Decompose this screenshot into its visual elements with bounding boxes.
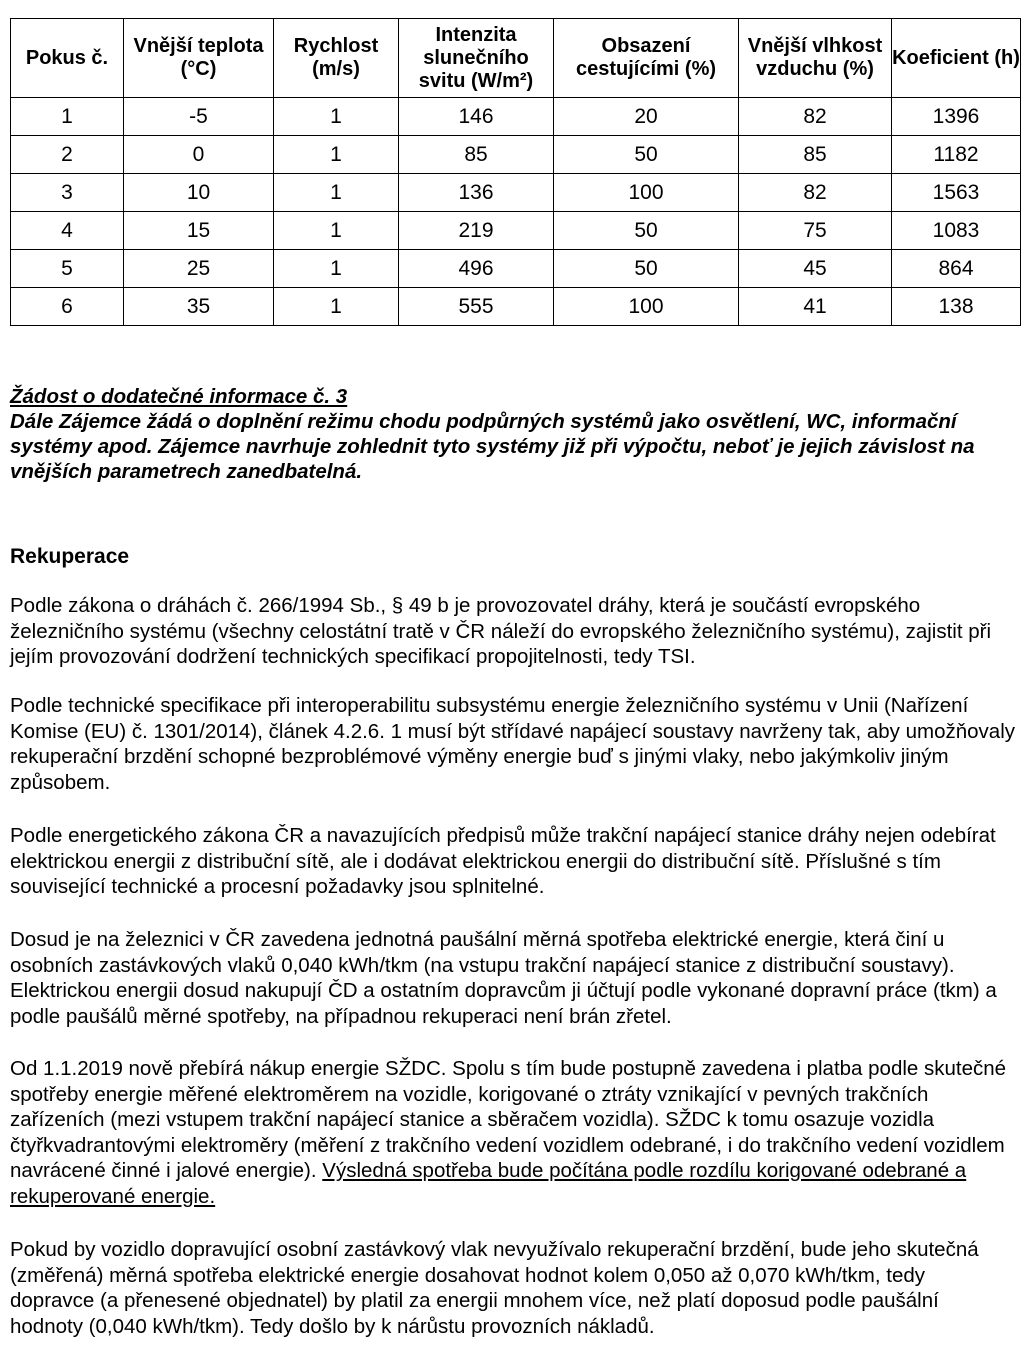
experiment-table <box>10 18 1021 326</box>
request-title: Žádost o dodatečné informace č. 3 <box>10 385 348 408</box>
table-cell: 100 <box>554 174 739 212</box>
header-vlhkost: Vnější vlhkost vzduchu (%) <box>739 19 892 98</box>
paragraph-5 <box>10 1056 1015 1209</box>
header-rychlost: Rychlost (m/s) <box>274 19 399 98</box>
table-header-row <box>11 19 1021 98</box>
table-cell: 1182 <box>892 136 1021 174</box>
table-cell: 75 <box>739 212 892 250</box>
request-block <box>10 384 1010 484</box>
table-cell: 3 <box>11 174 124 212</box>
table-cell: 1396 <box>892 98 1021 136</box>
table-cell: 50 <box>554 250 739 288</box>
paragraph-6: Pokud by vozidlo dopravující osobní zastávkový vlak nevyužívalo rekuperační brzdění, bude jeho skutečná (změřená) měrná spotřeba elektrické energie dosahovat hodnot kolem 0,050 až 0,070 kWh/tkm, tedy dopravce (a přenesené objednatel) by platil za energii mnohem více, než platí doposud podle paušální hodnoty (0,040 kWh/tkm). Tedy došlo by k nárůstu provozních nákladů. <box>10 1238 979 1338</box>
table-cell: 219 <box>399 212 554 250</box>
table-cell: 2 <box>11 136 124 174</box>
paragraph-5-underlined: Výsledná spotřeba bude počítána podle rozdílu korigované odebrané a rekuperované energie. <box>10 1159 967 1208</box>
table-cell: 85 <box>399 136 554 174</box>
table-cell: 50 <box>554 136 739 174</box>
table-cell: 82 <box>739 174 892 212</box>
table-cell: 136 <box>399 174 554 212</box>
table-row <box>11 98 1021 136</box>
table-cell: 496 <box>399 250 554 288</box>
table-cell: 100 <box>554 288 739 326</box>
header-obsazeni: Obsazení cestujícími (%) <box>554 19 739 98</box>
table-row <box>11 212 1021 250</box>
table-cell: 25 <box>124 250 274 288</box>
table-cell: 82 <box>739 98 892 136</box>
paragraph-4: Dosud je na železnici v ČR zavedena jednotná paušální měrná spotřeba elektrické energie, která činí u osobních zastávkových vlaků 0,040 kWh/tkm (na vstupu trakční napájecí stanice z distribuční soustavy). Elektrickou energii dosud nakupují ČD a ostatním dopravcům ji účtují podle vykonané dopravní práce (tkm) a podle paušálů měrné spotřeby, na případnou rekuperaci není brán zřetel. <box>10 928 997 1028</box>
table-cell: -5 <box>124 98 274 136</box>
table-cell: 6 <box>11 288 124 326</box>
table-cell: 864 <box>892 250 1021 288</box>
table-cell: 20 <box>554 98 739 136</box>
header-teplota: Vnější teplota (°C) <box>124 19 274 98</box>
section-heading: Rekuperace <box>10 545 130 568</box>
table-cell: 1 <box>11 98 124 136</box>
table-cell: 4 <box>11 212 124 250</box>
table-cell: 5 <box>11 250 124 288</box>
table-cell: 146 <box>399 98 554 136</box>
table-cell: 85 <box>739 136 892 174</box>
table-cell: 1 <box>274 212 399 250</box>
header-koeficient: Koeficient (h) <box>892 19 1021 98</box>
table-cell: 1 <box>274 250 399 288</box>
header-pokus: Pokus č. <box>11 19 124 98</box>
table-cell: 1 <box>274 174 399 212</box>
table-row <box>11 250 1021 288</box>
header-intenzita: Intenzita slunečního svitu (W/m²) <box>399 19 554 98</box>
table-cell: 1563 <box>892 174 1021 212</box>
table-cell: 35 <box>124 288 274 326</box>
table-cell: 1083 <box>892 212 1021 250</box>
table-cell: 1 <box>274 288 399 326</box>
table-cell: 41 <box>739 288 892 326</box>
table-cell: 15 <box>124 212 274 250</box>
table-cell: 0 <box>124 136 274 174</box>
table-row <box>11 174 1021 212</box>
table-row <box>11 288 1021 326</box>
table-cell: 1 <box>274 136 399 174</box>
table-cell: 50 <box>554 212 739 250</box>
request-body: Dále Zájemce žádá o doplnění režimu chodu podpůrných systémů jako osvětlení, WC, informační systémy apod. Zájemce navrhuje zohlednit tyto systémy již při výpočtu, neboť je jejich závislost na vnějších parametrech zanedbatelná. <box>10 410 975 483</box>
table-cell: 10 <box>124 174 274 212</box>
table-cell: 45 <box>739 250 892 288</box>
paragraph-1: Podle zákona o dráhách č. 266/1994 Sb., § 49 b je provozovatel dráhy, která je součástí evropského železničního systému (všechny celostátní tratě v ČR náleží do evropského železničního systému), zajistit při jejím provozování dodržení technických specifikací propojitelnosti, tedy TSI. <box>10 594 992 668</box>
paragraph-2: Podle technické specifikace při interoperabilitu subsystému energie železničního systému v Unii (Nařízení Komise (EU) č. 1301/2014), článek 4.2.6. 1 musí být střídavé napájecí soustavy navrženy tak, aby umožňovaly rekuperační brzdění schopné bezproblémové výměny energie buď s jinými vlaky, nebo jakýmkoliv jiným způsobem. <box>10 694 1016 794</box>
table-cell: 555 <box>399 288 554 326</box>
paragraph-5-main: Od 1.1.2019 nově přebírá nákup energie SŽDC. Spolu s tím bude postupně zavedena i platba podle skutečné spotřeby energie měřené elektroměrem na vozidle, korigované o ztráty vznikající v pevných trakčních zařízeních (mezi vstupem trakční napájecí stanice a sběračem vozidla). SŽDC k tomu osazuje vozidla čtyřkvadrantovými elektroměry (měření z trakčního vedení vozidlem odebrané, i do trakčního vedení vozidlem navrácené činné i jalové energie). <box>10 1057 1007 1182</box>
table-cell: 138 <box>892 288 1021 326</box>
table-cell: 1 <box>274 98 399 136</box>
paragraph-3: Podle energetického zákona ČR a navazujících předpisů může trakční napájecí stanice dráhy nejen odebírat elektrickou energii z distribuční sítě, ale i dodávat elektrickou energii do distribuční sítě. Příslušné s tím související technické a procesní požadavky jsou splnitelné. <box>10 824 996 898</box>
table-row <box>11 136 1021 174</box>
